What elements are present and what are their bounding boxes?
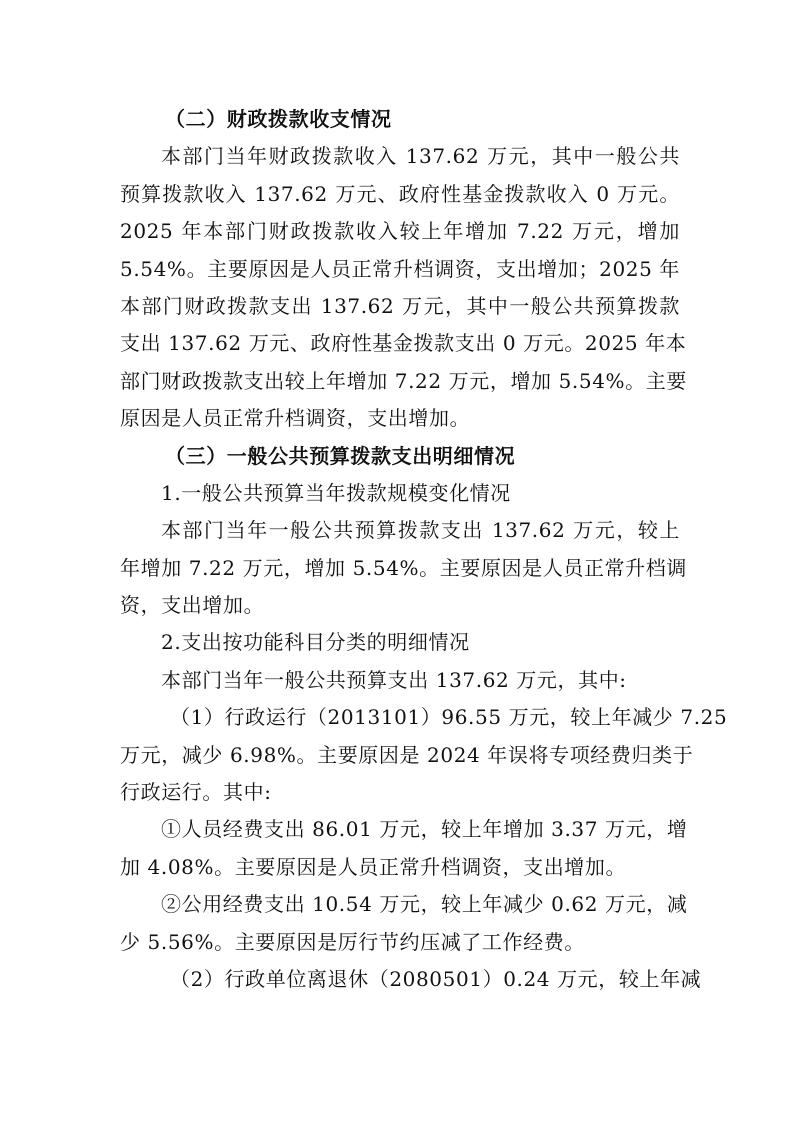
document-body bbox=[120, 101, 728, 998]
paragraph-line: 预算拨款收入 137.62 万元、政府性基金拨款收入 0 万元。 bbox=[120, 181, 680, 206]
paragraph-line: 行政运行。其中: bbox=[120, 780, 272, 805]
paragraph-line: 原因是人员正常升档调资，支出增加。 bbox=[120, 406, 471, 431]
paragraph-line: （1）行政运行（2013101）96.55 万元，较上年减少 7.25 bbox=[170, 705, 728, 730]
paragraph-line: ①人员经费支出 86.01 万元，较上年增加 3.37 万元，增 bbox=[161, 817, 688, 842]
paragraph-line: 5.54%。主要原因是人员正常升档调资，支出增加；2025 年 bbox=[120, 256, 680, 281]
paragraph-line: 2025 年本部门财政拨款收入较上年增加 7.22 万元，增加 bbox=[120, 219, 680, 244]
paragraph-line: 万元，减少 6.98%。主要原因是 2024 年误将专项经费归类于 bbox=[120, 742, 694, 767]
paragraph-line: 年增加 7.22 万元，增加 5.54%。主要原因是人员正常升档调 bbox=[120, 555, 687, 580]
paragraph-line: 本部门当年一般公共预算支出 137.62 万元，其中: bbox=[161, 667, 627, 692]
paragraph-line: 资，支出增加。 bbox=[120, 593, 265, 618]
paragraph-line: ②公用经费支出 10.54 万元，较上年减少 0.62 万元，减 bbox=[161, 892, 688, 917]
paragraph-line: （2）行政单位离退休（2080501）0.24 万元，较上年减 bbox=[170, 966, 702, 991]
section-heading-3: （三）一般公共预算拨款支出明细情况 bbox=[165, 443, 516, 468]
section-heading-2: （二）财政拨款收支情况 bbox=[165, 107, 392, 131]
paragraph-line: 加 4.08%。主要原因是人员正常升档调资，支出增加。 bbox=[120, 854, 627, 879]
paragraph-line: 少 5.56%。主要原因是厉行节约压减了工作经费。 bbox=[120, 929, 585, 954]
paragraph-line: 本部门当年财政拨款收入 137.62 万元，其中一般公共 bbox=[161, 144, 680, 169]
subsection-heading-2: 2.支出按功能科目分类的明细情况 bbox=[161, 630, 470, 655]
paragraph-line: 本部门财政拨款支出 137.62 万元，其中一般公共预算拨款 bbox=[120, 293, 680, 318]
subsection-heading-1: 1.一般公共预算当年拨款规模变化情况 bbox=[161, 480, 511, 505]
paragraph-line: 支出 137.62 万元、政府性基金拨款支出 0 万元。2025 年本 bbox=[120, 331, 687, 356]
paragraph-line: 本部门当年一般公共预算拨款支出 137.62 万元，较上 bbox=[161, 518, 680, 543]
paragraph-line: 部门财政拨款支出较上年增加 7.22 万元，增加 5.54%。主要 bbox=[120, 368, 687, 393]
